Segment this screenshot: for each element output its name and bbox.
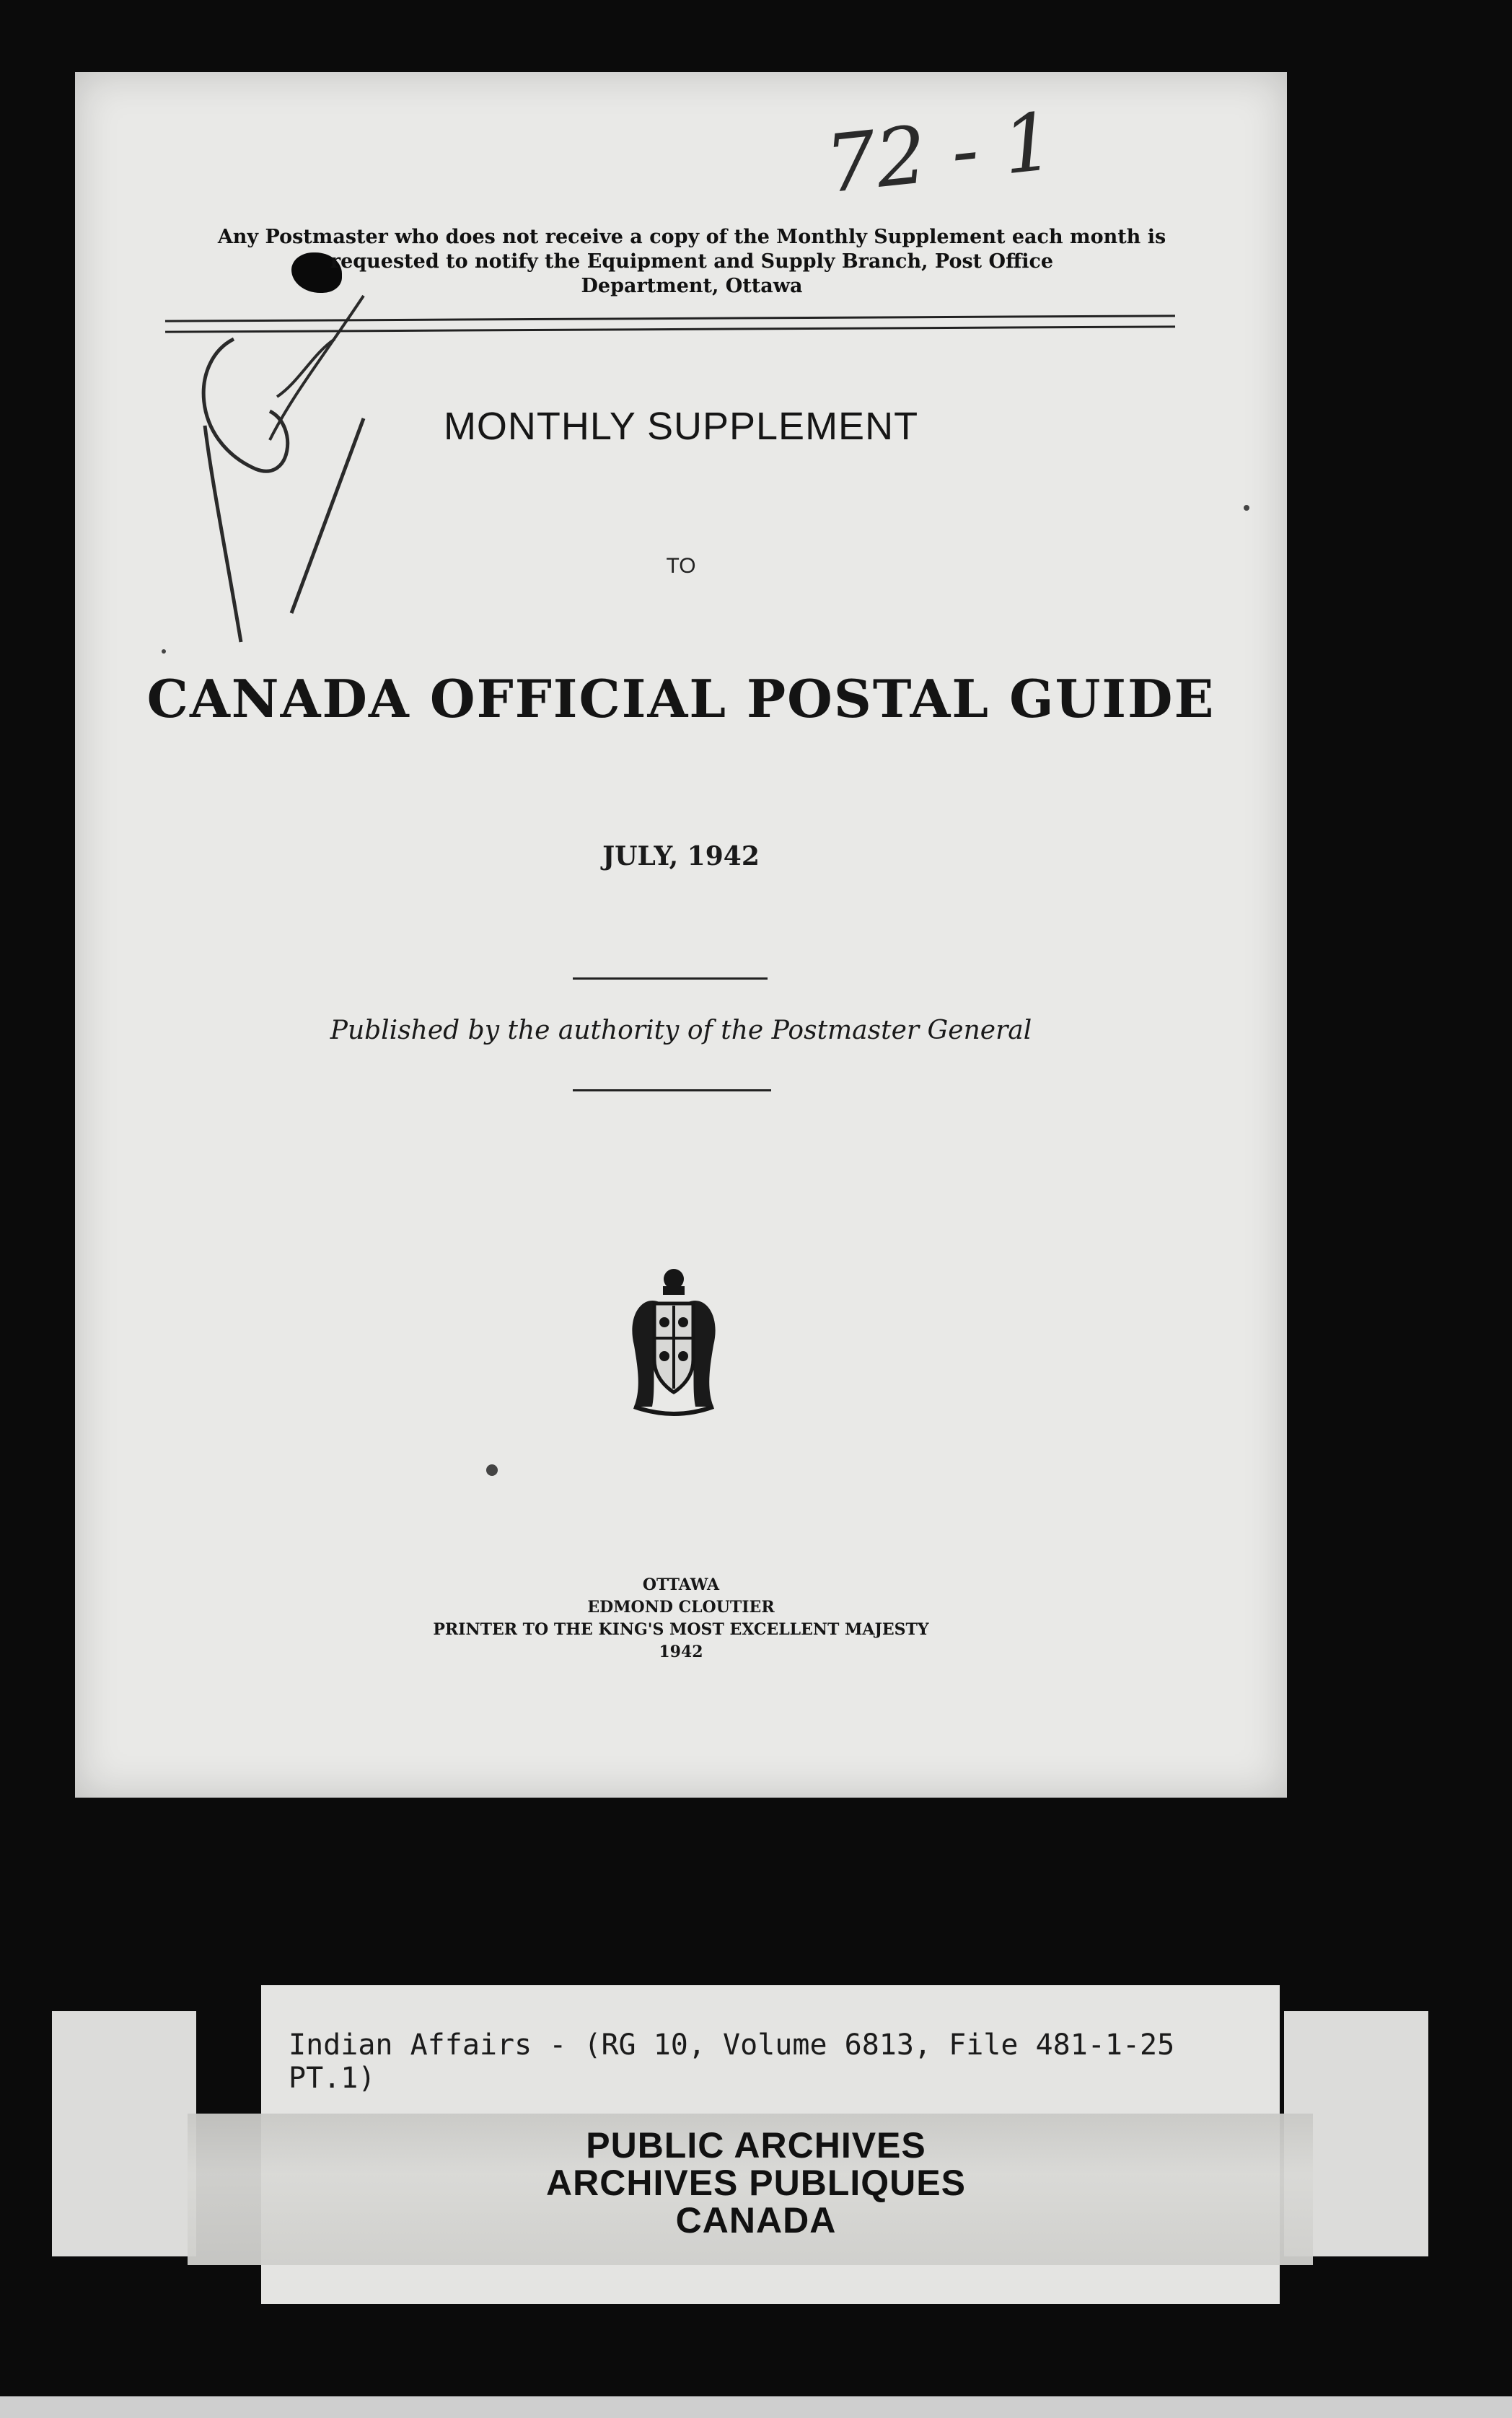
divider-rule-top <box>573 977 768 980</box>
divider-rule-bottom <box>573 1089 771 1091</box>
supplement-heading: MONTHLY SUPPLEMENT <box>443 405 919 448</box>
imprint-year: 1942 <box>659 1643 703 1661</box>
file-reference: Indian Affairs - (RG 10, Volume 6813, File 481-1-25 PT.1) <box>289 2028 1175 2095</box>
imprint-city: OTTAWA <box>642 1575 720 1594</box>
connector-text: TO <box>666 554 696 578</box>
distribution-notice <box>133 225 1251 299</box>
stamp-line-3: CANADA <box>675 2200 837 2241</box>
imprint-role: PRINTER TO THE KING'S MOST EXCELLENT MAJESTY <box>433 1620 929 1639</box>
dust-speck <box>162 649 166 654</box>
notice-line-3: Department, Ottawa <box>581 275 803 297</box>
dust-speck <box>486 1464 498 1476</box>
dust-speck <box>1244 505 1249 511</box>
imprint-printer: EDMOND CLOUTIER <box>587 1598 775 1617</box>
document-page <box>75 72 1287 1798</box>
issue-date: JULY, 1942 <box>602 841 760 871</box>
notice-line-2: requested to notify the Equipment and Supply Branch, Post Office <box>330 250 1054 273</box>
handwritten-record-mark <box>147 252 378 656</box>
handwritten-reference: 72 - 1 <box>821 94 1058 211</box>
notice-line-1: Any Postmaster who does not receive a copy of the Monthly Supplement each month is <box>217 226 1166 248</box>
film-edge <box>0 2396 1512 2418</box>
coat-of-arms-icon <box>620 1266 728 1417</box>
authority-line: Published by the authority of the Postmaster General <box>330 1016 1032 1045</box>
stamp-line-2: ARCHIVES PUBLIQUES <box>546 2163 966 2203</box>
guide-title: CANADA OFFICIAL POSTAL GUIDE <box>146 668 1216 729</box>
stamp-line-1: PUBLIC ARCHIVES <box>586 2125 926 2166</box>
archives-stamp <box>0 2127 1512 2239</box>
printer-imprint <box>75 1574 1287 1663</box>
